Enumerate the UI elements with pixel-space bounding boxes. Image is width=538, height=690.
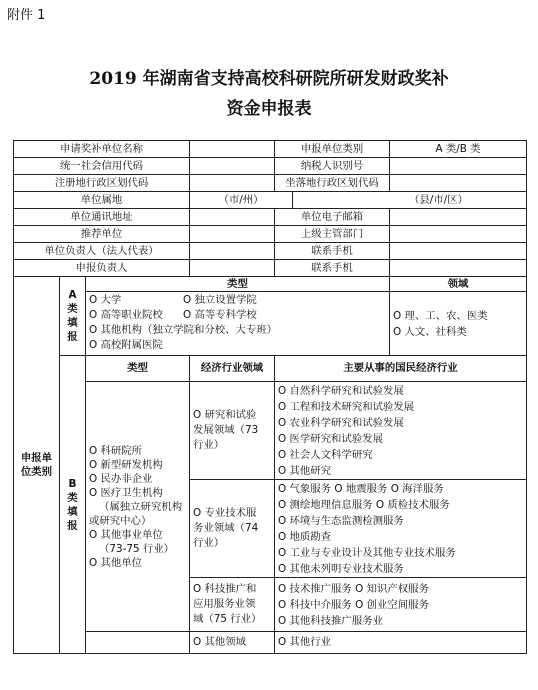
- form-row: [14, 243, 527, 260]
- b-econ-area-text: 行业）: [193, 439, 225, 451]
- a-type-option[interactable]: O 大学: [89, 294, 122, 306]
- supervisor-dept-field[interactable]: [390, 226, 527, 243]
- b-type-option[interactable]: O 科研院所: [89, 444, 143, 457]
- form-row: [14, 192, 527, 209]
- credit-code-label: 统一社会信用代码: [14, 158, 190, 175]
- legal-rep-phone-field[interactable]: [390, 243, 527, 260]
- b-industry-option[interactable]: O 工业与专业设计及其他专业技术服务: [278, 546, 456, 559]
- address-label: 单位通讯地址: [14, 209, 190, 226]
- unit-name-label: 申请奖补单位名称: [14, 141, 190, 158]
- applicant-phone-field[interactable]: [390, 260, 527, 277]
- recommender-field[interactable]: [190, 226, 275, 243]
- b-econ-area-option[interactable]: O 专业技术服: [193, 507, 257, 519]
- unit-name-field[interactable]: [190, 141, 275, 158]
- city-field[interactable]: （市/州）: [190, 192, 293, 209]
- b-industry-options: [275, 480, 527, 578]
- b-econ-area-text: 务业领域（74: [193, 522, 259, 534]
- form-row: [14, 175, 527, 192]
- b-industry-option[interactable]: O 其他未列明专业技术服务: [278, 562, 404, 575]
- b-econ-area-option[interactable]: O 其他领域: [190, 632, 275, 654]
- a-category-options-row: [14, 292, 527, 356]
- b-industry-option[interactable]: O 气象服务 O 地震服务 O 海洋服务: [278, 482, 444, 495]
- b-econ-area-text: 发展领域（73: [193, 424, 259, 436]
- b-industry-options: [275, 578, 527, 632]
- unit-category-field[interactable]: A 类/B 类: [390, 141, 527, 158]
- b-fill-label: B 类填报: [60, 356, 86, 654]
- address-field[interactable]: [190, 209, 275, 226]
- unit-territory-label: 单位属地: [14, 192, 190, 209]
- form-row: [14, 158, 527, 175]
- b-econ-area-option[interactable]: O 科技推广和: [193, 583, 257, 595]
- b-industry-option[interactable]: O 技术推广服务 O 知识产权服务: [278, 582, 429, 595]
- form-title-line2: 资金申报表: [226, 99, 312, 119]
- applicant-field[interactable]: [190, 260, 275, 277]
- a-type-option[interactable]: O 其他机构（独立学院和分校、大专班）: [89, 324, 278, 336]
- application-form-table: [13, 140, 527, 654]
- applicant-phone-label: 联系手机: [275, 260, 390, 277]
- b-other-row: [14, 632, 527, 654]
- b-econ-area-text: 行业）: [193, 537, 225, 549]
- attachment-label: 附件 1: [7, 8, 46, 23]
- b-type-note: 或研究中心）: [89, 514, 152, 527]
- form-row: [14, 209, 527, 226]
- b-industry-option[interactable]: O 其他科技推广服务业: [278, 614, 383, 627]
- a-type-option[interactable]: O 高校附属医院: [89, 339, 163, 351]
- b-industry-option[interactable]: O 其他研究: [278, 464, 332, 477]
- b-research-row: [14, 382, 527, 480]
- b-type-header: 类型: [86, 356, 190, 382]
- b-type-empty: [86, 632, 190, 654]
- taxpayer-id-field[interactable]: [390, 158, 527, 175]
- reg-division-code-label: 注册地行政区划代码: [14, 175, 190, 192]
- b-industry-option[interactable]: O 工程和技术研究和试验发展: [278, 400, 415, 413]
- a-type-option[interactable]: O 高等专科学校: [183, 309, 257, 321]
- email-field[interactable]: [390, 209, 527, 226]
- unit-category-label: 申报单位类别: [275, 141, 390, 158]
- b-type-note: （73-75 行业）: [99, 542, 175, 555]
- a-field-options: [390, 292, 527, 356]
- a-type-header: 类型: [86, 277, 390, 292]
- b-industry-options: [275, 382, 527, 480]
- b-type-option[interactable]: O 医疗卫生机构: [89, 486, 163, 499]
- b-type-option[interactable]: O 其他单位: [89, 556, 143, 569]
- credit-code-field[interactable]: [190, 158, 275, 175]
- email-label: 单位电子邮箱: [275, 209, 390, 226]
- form-title-line1: 2019 年湖南省支持高校科研院所研发财政奖补: [89, 69, 449, 89]
- b-industry-option[interactable]: O 地质勘查: [278, 530, 332, 543]
- b-type-option[interactable]: O 民办非企业: [89, 472, 153, 485]
- a-category-header-row: [14, 277, 527, 292]
- a-type-option[interactable]: O 高等职业院校: [89, 309, 163, 321]
- b-industry-option[interactable]: O 农业科学研究和试验发展: [278, 416, 404, 429]
- county-field[interactable]: （县/市/区）: [293, 192, 527, 209]
- b-industry-option[interactable]: O 环境与生态监测检测服务: [278, 514, 404, 527]
- b-econ-area: [190, 382, 275, 480]
- legal-rep-phone-label: 联系手机: [275, 243, 390, 260]
- b-type-option[interactable]: O 其他事业单位: [89, 528, 163, 541]
- b-industry-option[interactable]: O 医学研究和试验发展: [278, 432, 383, 445]
- location-division-code-label: 坐落地行政区划代码: [275, 175, 390, 192]
- b-industry-option[interactable]: O 自然科学研究和试验发展: [278, 384, 404, 397]
- legal-rep-field[interactable]: [190, 243, 275, 260]
- b-main-header: 主要从事的国民经济行业: [275, 356, 527, 382]
- recommender-label: 推荐单位: [14, 226, 190, 243]
- b-industry-option[interactable]: O 其他行业: [275, 632, 527, 654]
- a-field-option[interactable]: O 理、工、农、医类: [393, 309, 488, 322]
- legal-rep-label: 单位负责人（法人代表）: [14, 243, 190, 260]
- a-type-option[interactable]: O 独立设置学院: [183, 294, 257, 306]
- b-category-header-row: [14, 356, 527, 382]
- b-econ-area-text: 应用服务业领: [193, 598, 256, 610]
- reg-division-code-field[interactable]: [190, 175, 275, 192]
- a-type-options: [86, 292, 390, 356]
- taxpayer-id-label: 纳税人识别号: [275, 158, 390, 175]
- category-label: 申报单位类别: [14, 277, 60, 654]
- b-econ-area-text: 域（75 行业）: [193, 613, 262, 625]
- b-type-option[interactable]: O 新型研发机构: [89, 458, 163, 471]
- supervisor-dept-label: 上级主管部门: [275, 226, 390, 243]
- b-industry-option[interactable]: O 测绘地理信息服务 O 质检技术服务: [278, 498, 450, 511]
- b-industry-option[interactable]: O 科技中介服务 O 创业空间服务: [278, 598, 429, 611]
- b-type-note: （属独立研究机构: [99, 500, 183, 513]
- a-field-header: 领域: [390, 277, 527, 292]
- form-row: [14, 141, 527, 158]
- b-econ-area: [190, 480, 275, 578]
- form-row: [14, 226, 527, 243]
- applicant-label: 申报负责人: [14, 260, 190, 277]
- a-fill-label: A 类填报: [60, 277, 86, 356]
- b-econ-header: 经济行业领域: [190, 356, 275, 382]
- location-division-code-field[interactable]: [390, 175, 527, 192]
- b-econ-area-option[interactable]: O 研究和试验: [193, 409, 257, 421]
- b-type-options: [86, 382, 190, 632]
- a-field-option[interactable]: O 人文、社科类: [393, 325, 467, 338]
- b-econ-area: [190, 578, 275, 632]
- b-industry-option[interactable]: O 社会人文科学研究: [278, 448, 373, 461]
- form-row: [14, 260, 527, 277]
